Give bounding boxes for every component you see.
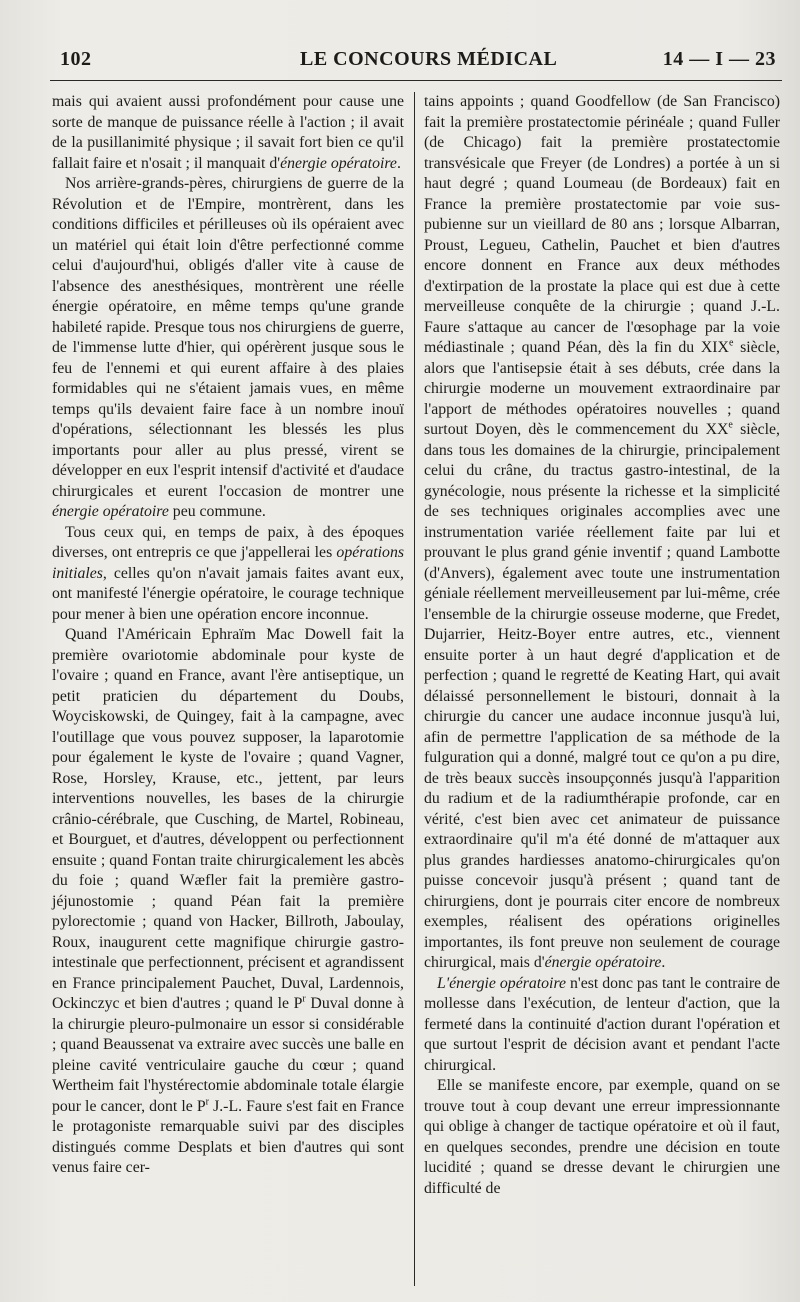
header-rule: [50, 80, 782, 81]
paragraph-text: siècle, alors que l'antisepsie était à ses débuts, crée dans la chirurgie moderne un mouvement extraordinaire par l'apport de méthodes opératoires nouvelles ; quand surtout Doyen, dès le commencement du XX: [424, 339, 780, 438]
paragraph: [52, 174, 404, 523]
paragraph: [424, 92, 780, 974]
paragraph-text: Duval donne à la chirurgie pleuro-pulmonaire un essor si considérable ; quand Beaussenat va extraire avec succès une balle en pleine cavité ventriculaire gauche du cœur ; quand Wertheim fait l'hystérectomie abdominale totale élargie pour le cancer, dont le P: [52, 995, 404, 1115]
emphasis: énergie opératoire: [280, 154, 397, 172]
paragraph-text: Quand l'Américain Ephraïm Mac Dowell fait la première ovariotomie abdominale pour kyste de l'ovaire ; quand en France, avant l'ère antiseptique, un petit praticien du département du Doubs, Woyciskowski, de Quingey, fait à la campagne, avec l'outillage que vous pouvez supposer, la laparotomie pour également le kyste de l'ovaire ; quand Vagner, Rose, Horsley, Krause, etc., jettent, par leurs interventions nouvelles, les bases de la chirurgie crânio-cérébrale, que Cusching, de Martel, Robineau, et Bourguet, et d'autres, développent ou perfectionnent ensuite ; quand Fontan traite chirurgicalement les abcès du foie ; quand Wæfler fait la première gastro-jéjunostomie ; quand Péan fait la première pylorectomie ; quand von Hacker, Billroth, Jaboulay, Roux, inaugurent cette magnifique chirurgie gastro-intestinale que perfectionnent, précisent et agrandissent en France principalement Pauchet, Duval, Lardennois, Ockinczyc et bien d'autres ; quand le P: [52, 626, 404, 1012]
superscript: r: [302, 993, 306, 1005]
paragraph-text: peu commune.: [168, 503, 266, 520]
emphasis: opérations initiales: [52, 544, 404, 582]
paragraph-text: Tous ceux qui, en temps de paix, à des époques diverses, ont entrepris ce que j'appellerai les: [52, 523, 404, 561]
superscript: r: [205, 1096, 209, 1108]
paragraph: [52, 625, 404, 1179]
paragraph-text: tains appoints ; quand Goodfellow (de San Francisco) fait la première prostatectomie périnéale ; quand Fuller (de Chicago) fait la première prostatectomie transvésicale que Freyer (de Londres) a portée à un si haut degré ; quand Loumeau (de Bordeaux) fait en France la première prostatectomie par voie sus-pubienne sur un vieillard de 80 ans ; lorsque Albarran, Proust, Legueu, Cathelin, Pauchet et bien d'autres encore donnent en France aux deux méthodes d'extirpation de la prostate la place qui est due à cette merveilleuse conquête de la chirurgie ; quand J.-L. Faure s'attaque au cancer de l'œsophage par la voie médiastinale ; quand Péan, dès la fin du XIX: [424, 93, 780, 356]
paragraph-text: J.-L. Faure s'est fait en France le protagoniste remarquable suivi par des disciples distingués comme Desplats et bien d'autres qui sont venus faire cer-: [52, 1097, 404, 1176]
issue-date: 14 — I — 23: [662, 48, 776, 70]
paragraph: [52, 523, 404, 626]
emphasis: énergie opératoire: [52, 503, 169, 520]
paragraph-text: .: [661, 954, 666, 971]
superscript: e: [728, 419, 733, 431]
emphasis: L'énergie opératoire: [437, 974, 567, 992]
left-column: [52, 92, 404, 1179]
paragraph-text: mais qui avaient aussi profondément pour cause une sorte de manque de puissance réelle à l'action ; il avait de la pusillanimité physique ; il savait fort bien ce qu'il fallait faire et n'osait ; il manquait d': [52, 93, 404, 172]
superscript: e: [728, 337, 734, 349]
paragraph-text: Elle se manifeste encore, par exemple, quand on se trouve tout à coup devant une erreur impressionnante qui oblige à changer de tactique opératoire et où il faut, en quelques secondes, prendre une décision en toute lucidité ; quand se dresse devant le chirurgien une difficulté de: [424, 1077, 780, 1197]
paragraph-text: Nos arrière-grands-pères, chirurgiens de guerre de la Révolution et de l'Empire, montrèrent, dans les conditions difficiles et périlleuses où ils opéraient avec un matériel qui était loin d'être perfectionné comme celui d'aujourd'hui, obligés d'aller vite à cause de l'absence des anesthésiques, montrèrent une réelle énergie opératoire, en même temps qu'une grande habileté rapide. Presque tous nos chirurgiens de guerre, de l'immense lutte d'hier, qui opérèrent jusque sous le feu de l'ennemi et qui eurent affaire à des plaies formidables qui ne s'étaient jamais vues, en même temps qu'ils devaient faire face à un nombre inouï d'opérations, sélectionnant les blessés les plus importants pour aller au plus pressé, virent se développer en eux l'esprit intensif d'activité et d'audace chirurgicales et eurent l'occasion de montrer une: [52, 175, 404, 500]
paragraph: [52, 92, 404, 174]
emphasis: énergie opératoire: [544, 954, 662, 971]
paragraph-text: siècle, dans tous les domaines de la chirurgie, principalement celui du crâne, du tractus gastro-intestinal, de la gynécologie, nous présente la richesse et la simplicité de ses techniques originales accomplies avec une instrumentation variée réellement faite par lui et prouvant le plus grand génie inventif ; quand Lambotte (d'Anvers), également avec toute une instrumentation géniale réellement merveilleusement par lui-même, crée l'ensemble de la chirurgie osseuse moderne, que Fredet, Dujarrier, Heitz-Boyer entre autres, etc., viennent ensuite porter à un haut degré d'application et de perfection ; quand le regretté de Keating Hart, qui avait délaissé personnellement le bistouri, donnait à la chirurgie du cancer une audace inconnue jusqu'à lui, afin de permettre l'application de sa méthode de la fulguration qui a donné, malgré tout ce qu'on a pu dire, de très beaux succès insoupçonnés jusqu'à l'apparition du radium et de la radiumthérapie profonde, car en vérité, c'est bien avec cet animateur de puissance extraordinaire qu'il m'a été donné de m'attaquer aux plus grandes hardiesses anatomo-chirurgicales qu'on puisse concevoir jusqu'à présent ; quand tant de chirurgiens, dont je pourrais citer encore de nombreux exemples, réalisent des opérations originelles importantes, ils font preuve non seulement de courage chirurgical, mais d': [424, 421, 780, 971]
page-number: 102: [60, 48, 92, 70]
running-header: [60, 48, 776, 76]
journal-title: LE CONCOURS MÉDICAL: [300, 48, 558, 70]
paragraph-text: .: [396, 154, 401, 172]
paragraph-text: n'est donc pas tant le contraire de mollesse dans l'exécution, de lenteur d'action, que la fermeté dans la continuité d'action durant l'opération et que surtout l'esprit de décision avant et pendant l'acte chirurgical.: [424, 974, 780, 1074]
right-column: [424, 92, 780, 1199]
paragraph: [424, 1076, 780, 1199]
paragraph: [424, 974, 780, 1077]
paragraph-text: , celles qu'on n'avait jamais faites avant eux, ont manifesté l'énergie opératoire, le courage technique pour mener à bien une opération encore inconnue.: [52, 564, 404, 623]
column-divider: [414, 92, 415, 1286]
